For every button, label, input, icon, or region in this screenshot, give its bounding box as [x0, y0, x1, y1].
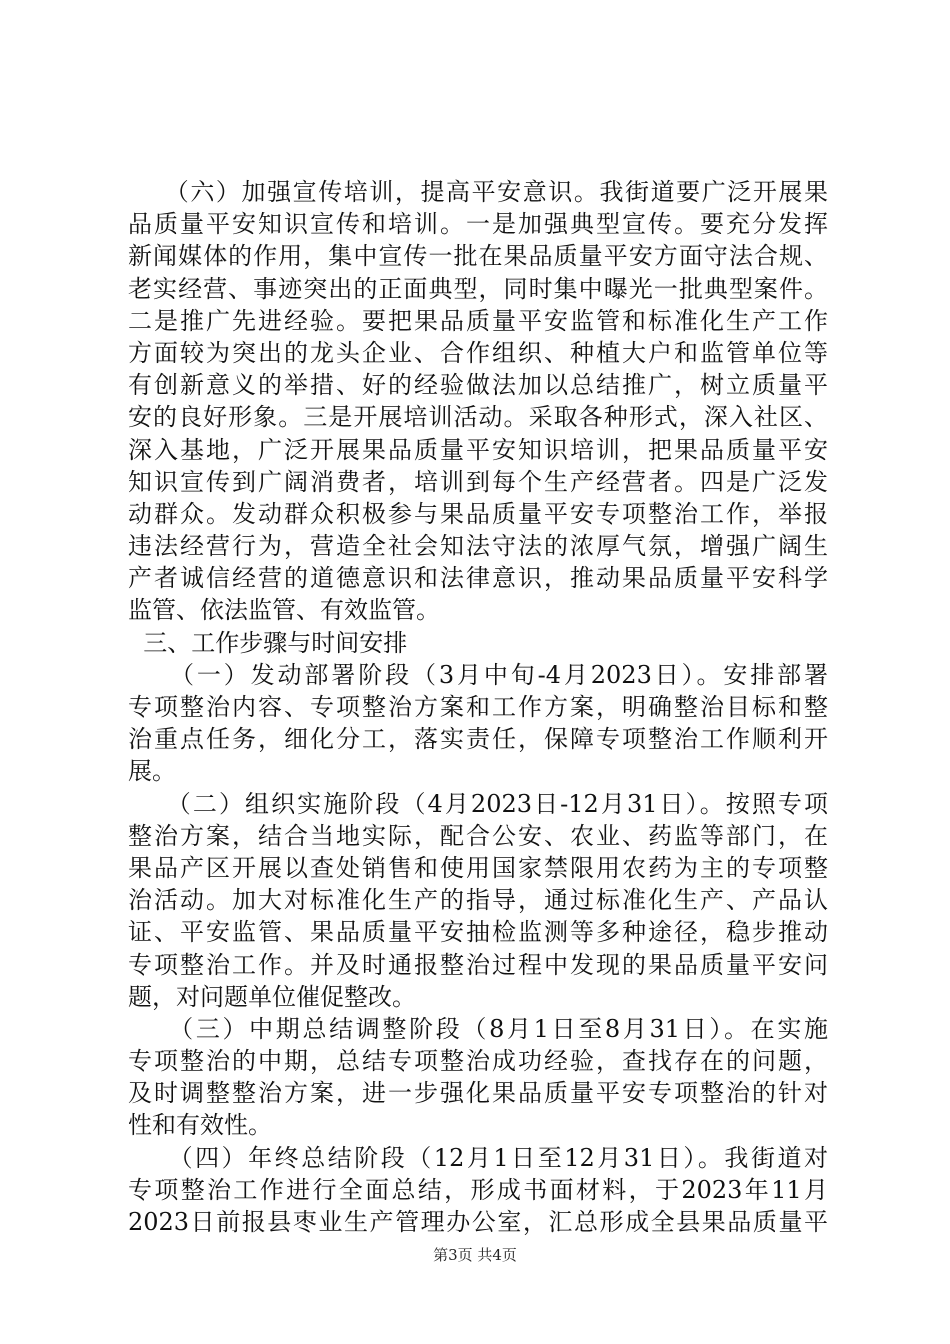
text-line: 治重点任务，细化分工，落实责任，保障专项整治工作顺利开 — [128, 725, 828, 754]
text-line: 违法经营行为，营造全社会知法守法的浓厚气氛，增强广阔生 — [128, 532, 828, 561]
text-line: （一）发动部署阶段（3月中旬-4月2023日）。安排部署 — [128, 660, 828, 689]
text-line: 三、工作步骤与时间安排 — [128, 628, 408, 657]
text-line: 2023日前报县枣业生产管理办公室，汇总形成全县果品质量平 — [128, 1208, 828, 1236]
text-line: 有创新意义的举措、好的经验做法加以总结推广，树立质量平 — [128, 371, 828, 400]
text-line: 二是推广先进经验。要把果品质量平安监管和标准化生产工作 — [128, 306, 828, 335]
text-line: 动群众。发动群众积极参与果品质量平安专项整治工作，举报 — [128, 499, 828, 528]
text-line: 专项整治内容、专项整治方案和工作方案，明确整治目标和整 — [128, 693, 828, 721]
text-line: 安的良好形象。三是开展培训活动。采取各种形式，深入社区、 — [128, 403, 828, 432]
text-line: 及时调整整治方案，进一步强化果品质量平安专项整治的针对 — [128, 1079, 828, 1108]
text-line: 性和有效性。 — [128, 1111, 272, 1140]
text-line: 老实经营、事迹突出的正面典型，同时集中曝光一批典型案件。 — [128, 274, 828, 303]
text-line: 专项整治工作进行全面总结，形成书面材料，于2023年11月 — [128, 1175, 828, 1204]
document-body — [128, 176, 828, 1238]
text-line: 治活动。加大对标准化生产的指导，通过标准化生产、产品认 — [128, 886, 828, 915]
text-line: 方面较为突出的龙头企业、合作组织、种植大户和监管单位等 — [128, 338, 828, 367]
text-line: （六）加强宣传培训，提高平安意识。我街道要广泛开展果 — [128, 178, 828, 206]
text-line: （二）组织实施阶段（4月2023日-12月31日）。按照专项 — [128, 789, 828, 818]
text-line: （四）年终总结阶段（12月1日至12月31日）。我街道对 — [128, 1143, 828, 1172]
text-line: 新闻媒体的作用，集中宣传一批在果品质量平安方面守法合规、 — [128, 242, 828, 271]
text-line: 果品产区开展以查处销售和使用国家禁限用农药为主的专项整 — [128, 853, 828, 882]
text-line: 产者诚信经营的道德意识和法律意识，推动果品质量平安科学 — [128, 564, 828, 593]
text-line: 整治方案，结合当地实际，配合公安、农业、药监等部门，在 — [128, 821, 828, 850]
text-line: 监管、依法监管、有效监管。 — [128, 596, 440, 625]
text-line: 题，对问题单位催促整改。 — [128, 982, 416, 1011]
text-line: 证、平安监管、果品质量平安抽检监测等多种途径，稳步推动 — [128, 918, 828, 947]
text-line: 深入基地，广泛开展果品质量平安知识培训，把果品质量平安 — [128, 435, 828, 464]
text-line: 展。 — [128, 757, 176, 786]
page-footer: 第3页 共4页 — [433, 1246, 517, 1264]
text-line: （三）中期总结调整阶段（8月1日至8月31日）。在实施 — [128, 1014, 828, 1043]
text-line: 知识宣传到广阔消费者，培训到每个生产经营者。四是广泛发 — [128, 467, 828, 496]
text-line: 专项整治的中期，总结专项整治成功经验，查找存在的问题， — [128, 1047, 828, 1076]
text-line: 品质量平安知识宣传和培训。一是加强典型宣传。要充分发挥 — [128, 210, 828, 239]
text-line: 专项整治工作。并及时通报整治过程中发现的果品质量平安问 — [128, 950, 828, 979]
